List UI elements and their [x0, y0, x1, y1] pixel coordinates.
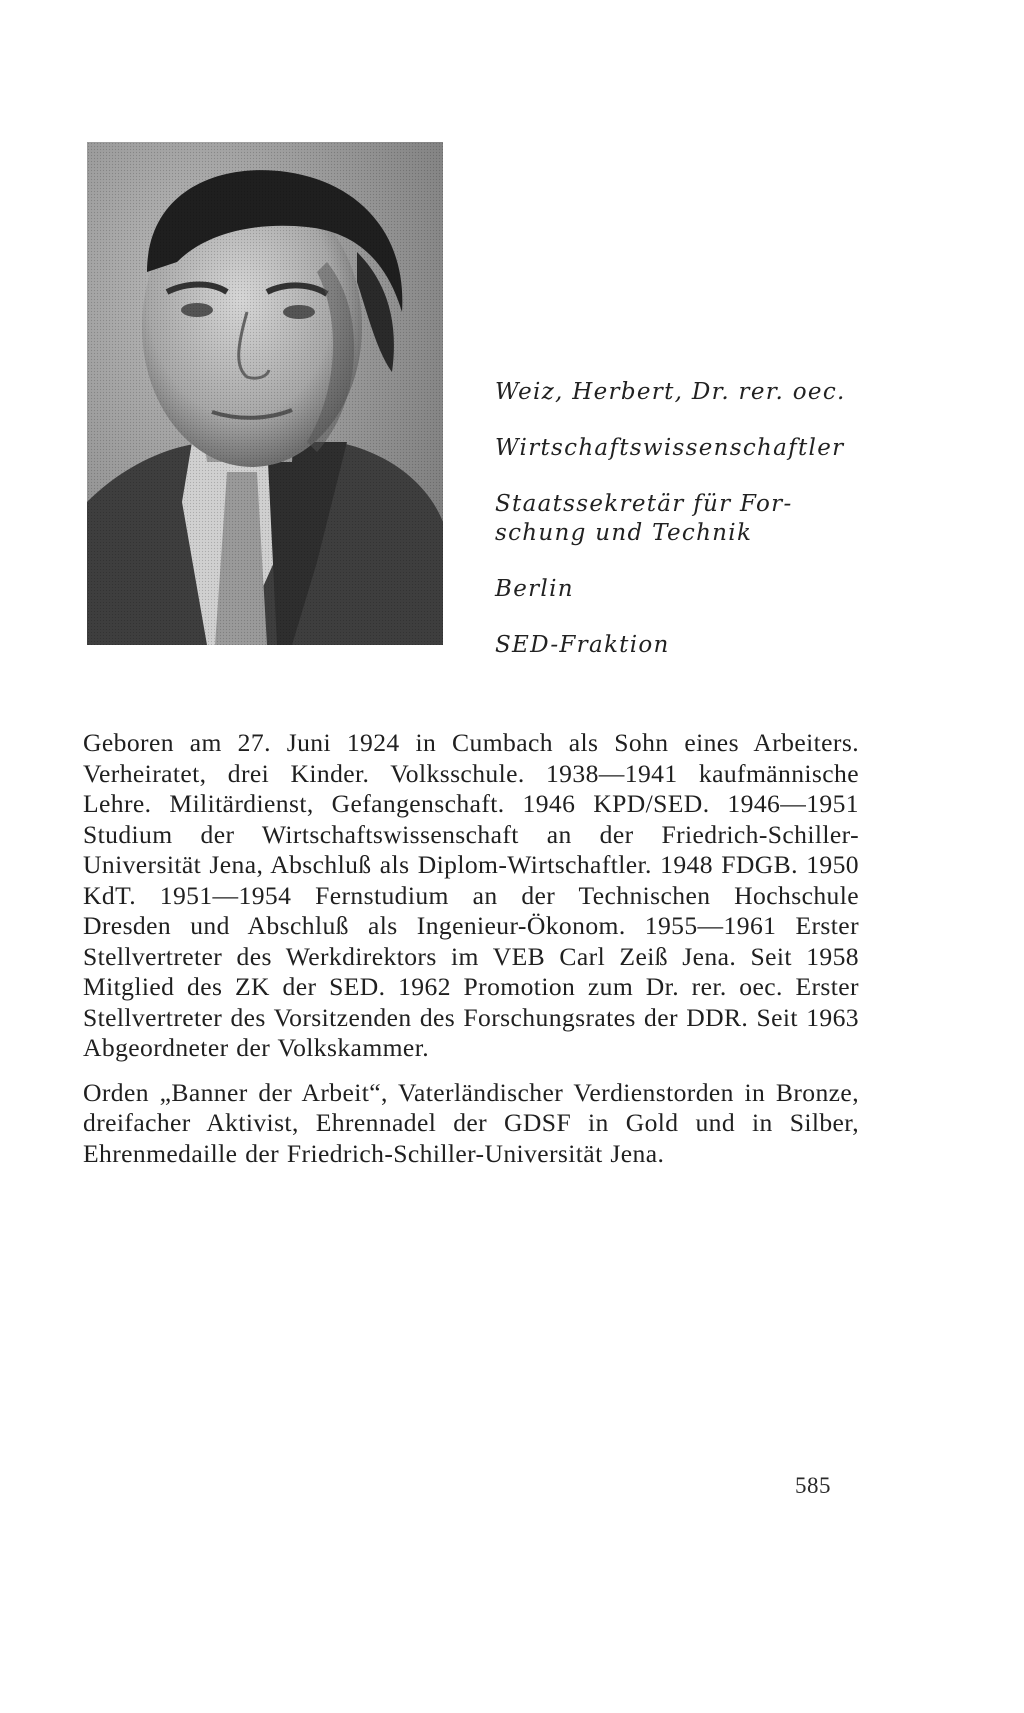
caption-block [495, 378, 855, 687]
biography-paragraph: Geboren am 27. Juni 1924 in Cumbach als Sohn eines Arbeiters. Verheiratet, drei Kinder. Volksschule. 1938—1941 kaufmännische Lehre. Militärdienst, Gefangenschaft. 1946 KPD/SED. 1946—1951 Studium der Wirtschaftswissenschaft an der Friedrich-Schiller-Universität Jena, Abschluß als Diplom-Wirtschaftler. 1948 FDGB. 1950 KdT. 1951—1954 Fernstudium an der Technischen Hochschule Dresden und Abschluß als Ingenieur-Ökonom. 1955—1961 Erster Stellvertreter des Werkdirektors im VEB Carl Zeiß Jena. Seit 1958 Mitglied des ZK der SED. 1962 Promotion zum Dr. rer. oec. Erster Stellvertreter des Vorsitzenden des Forschungsrates der DDR. Seit 1963 Abgeordneter der Volkskammer. [83, 728, 859, 1062]
position-line-1: Staatssekretär für For- [495, 491, 793, 517]
portrait-photo [87, 142, 443, 645]
position-title [495, 490, 855, 548]
portrait-image [87, 142, 443, 645]
awards-paragraph: Orden „Banner der Arbeit“, Vaterländischer Verdienstorden in Bronze, dreifacher Aktivist, Ehrennadel der GDSF in Gold und in Silber, Ehrenmedaille der Friedrich-Schiller-Universität Jena. [83, 1077, 859, 1168]
faction: SED-Fraktion [495, 632, 670, 658]
biography-section [83, 728, 859, 1169]
person-name: Weiz, Herbert, Dr. rer. oec. [495, 379, 846, 405]
profession: Wirtschaftswissenschaftler [495, 435, 845, 461]
page-number: 585 [795, 1473, 831, 1498]
position-line-2: schung und Technik [495, 520, 753, 546]
city: Berlin [495, 576, 574, 602]
